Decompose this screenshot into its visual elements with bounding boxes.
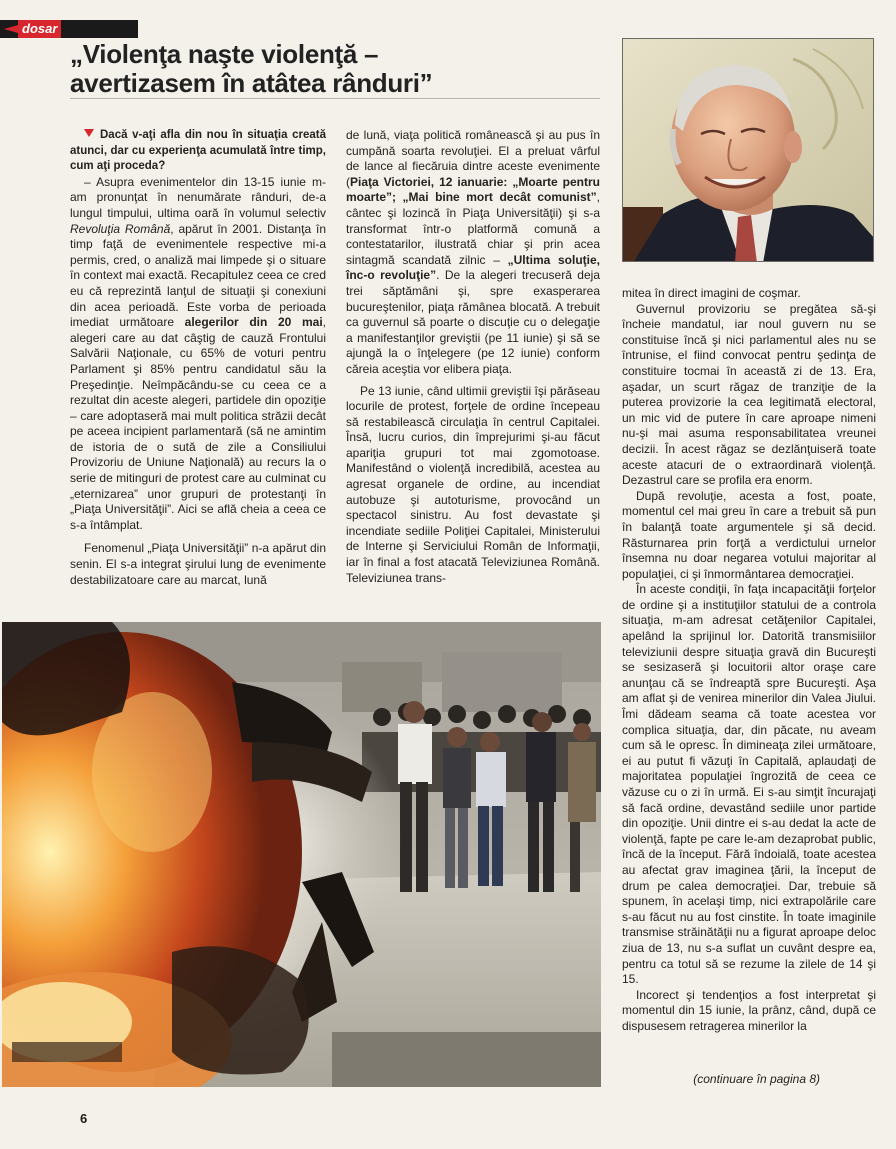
column3-paragraph-3: În aceste condiţii, în faţa incapacităţii forţelor de ordine şi a instituţiilor statului de a controla situaţia, m-am adresat cetăţenilor Capitalei, apelând la sprijinul lor. Datorită transmisiilor televiziunii despre situaţia gravă din Bucureşti se sesizaseră şi locuitorii altor oraşe care anunţau că se îndreaptă spre Bucureşti. Aşa am aflat şi de venirea minerilor din Valea Jiului. Îmi dădeam seama că toate acestea vor complica situaţia, dar, din păcate, nu aveam cum să le opresc. În dimineaţa zilei următoare, ei au putut fi văzuţi în Capitală, aplaudaţi de majoritatea populaţiei îngrozită de ceea ce văzuse cu o zi în urmă. Ei s-au simţit încurajaţi să facă ordine, devastând sediile unor partide din opoziţie. Unii dintre ei s-au dedat la acte de violenţă, fapte pe care le-am dezaprobat public, încă de la început. Fără îndoială, toate acestea au afectat grav imaginea ţării, la început de drum pe calea democraţiei. Dar, trebuie să spunem, în acelaşi timp, nici extrapolările care s-au făcut nu au fost cinstite. În toate imaginile transmise străinătăţii nu a figurat aproape deloc ziua de 13, nu s-a suflat un cuvânt despre ea, pentru ca totul să se rezume la zilele de 14 şi 15. bbox=[622, 582, 876, 987]
article-headline bbox=[70, 40, 600, 98]
headline-line-2: avertizasem în atâtea rânduri” bbox=[70, 68, 433, 98]
interview-question bbox=[70, 128, 326, 175]
text-column-1 bbox=[70, 128, 326, 588]
c2-p1-part-c: . De la alegeri trecuseră deja trei săptămâni şi, spre exasperarea bucureştenilor, piaţa rămânea blocată. A trebuit ca guvernul să poarte o discuţie cu o delegaţie a manifestanţilor greviştii (pe 11 iunie) şi să se ajungă la o înţelegere (pe 12 iunie) conform căreia aceştia vor elibera piaţa. bbox=[346, 268, 600, 376]
book-title: Revoluţia Română bbox=[70, 221, 171, 236]
question-text: Dacă v-aţi afla din nou în situaţia creată atunci, dar cu experienţa acumulată între timp, cum aţi proceda? bbox=[70, 129, 326, 173]
headline-divider bbox=[70, 98, 600, 99]
column1-paragraph-1 bbox=[70, 175, 326, 534]
portrait-illustration bbox=[623, 39, 874, 262]
c1-p1-emphasis: alegerilor din 20 mai bbox=[184, 315, 323, 330]
c1-p1-part-a: – Asupra evenimentelor din 13-15 iunie m-am pronunţat în nenumărate rânduri, de-a lungul timpului, ultima oară în volumul selectiv bbox=[70, 174, 326, 220]
headline-line-1: „Violenţa naşte violenţă – bbox=[70, 39, 379, 69]
column2-paragraph-2: Pe 13 iunie, când ultimii greviştii îşi părăseau locurile de protest, forţele de ordine începeau să restabilească circulaţia în centrul Capitalei. Însă, lucru curios, din împrejurimi şi-au făcut apariţia grupuri tot mai zgomotoase. Manifestând o violenţă incredibilă, acestea au agresat organele de ordine, au incendiat autobuze şi autoturisme, provocând un spectacol sinistru. Au fost devastate şi incendiate sediile Poliţiei Capitalei, Ministerului de Interne şi Serviciului Român de Informaţii, iar în final a fost atacată Televiziunea Română. Televiziunea trans- bbox=[346, 383, 600, 585]
continuation-note: (continuare în pagina 8) bbox=[693, 1072, 820, 1086]
text-column-3 bbox=[622, 286, 876, 1035]
column3-paragraph-0: mitea în direct imagini de coşmar. bbox=[622, 286, 801, 300]
c2-p1-emphasis-2: „Ultima soluţie, înc-o revoluţie” bbox=[346, 252, 601, 283]
column3-paragraph-1: Guvernul provizoriu se pregătea să-şi încheie mandatul, iar noul guvern nu se constituise încă şi nici parlamentul ales nu se întrunise, el fiind convocat pentru şedinţa de constituire tocmai în această zi de 13. Era, aşadar, un scurt răgaz de tranziţie de la puterea provizorie la cea legitimată electoral, un mic vid de putere în care aproape nimeni nu-şi mai asuma responsabilitatea vreunei decizii. În acest răgaz se dezlănţuiseră toate aceste atacuri de o extraordinară violenţă. Dezastrul care se profila era enorm. bbox=[622, 301, 876, 488]
question-marker-icon bbox=[84, 129, 94, 137]
c1-p1-part-c: , alegeri care au dat câştig de cauză Frontului Salvării Naţionale, cu 65% de voturi pentru Parlament şi 85% pentru candidatul său la Preşedinţie. Neîmpăcându-se cu ceea ce a rezultat din aceste alegeri, partidele din opoziţie – care adoptaseră mai mult politica străzii decât pe aceea incipient parlamentară (să ne amintim de istoria de o sută de zile a Consiliului Provizoriu de Uniune Naţională) au recurs la o serie de mitinguri de protest care au culminat cu „eternizarea” unor grupuri de protestanţi în „Piaţa Universităţii”. Aici se află cheia a ceea ce s-a întâmplat. bbox=[70, 315, 326, 532]
c2-p1-part-a: de lună, viaţa politică românească şi au pus în cumpănă soarta revoluţiei. El a preluat vârful de lance al fiecăruia dintre aceste evenimente ( bbox=[346, 128, 600, 189]
column1-paragraph-2: Fenomenul „Piaţa Universităţii” n-a apărut din senin. El s-a integrat şirului lung de evenimente destabilizatoare care au marcat, lună bbox=[70, 541, 326, 587]
column2-paragraph-1 bbox=[346, 128, 600, 378]
section-tag bbox=[0, 20, 138, 38]
section-arrow-icon bbox=[4, 25, 18, 33]
c2-p1-emphasis-1: Piaţa Victoriei, 12 ianuarie: „Moarte pentru moarte”; „Mai bine mort decât comunist” bbox=[346, 174, 600, 205]
column3-paragraph-4: Incorect şi tendenţios a fost interpretat şi momentul din 15 iunie, la prânz, când, după ce dispusesem retragerea minerilor la bbox=[622, 987, 876, 1033]
text-column-2 bbox=[346, 128, 600, 586]
riot-illustration bbox=[2, 622, 601, 1087]
section-label: dosar bbox=[18, 20, 61, 38]
page-number: 6 bbox=[80, 1111, 88, 1126]
c2-p1-part-b: , cântec şi lozincă în Piaţa Universităţii) şi s-a transformat într-o platformă comună a contestatarilor, ilustrată chiar şi prin acea sintagmă scandată zilnic – bbox=[346, 190, 600, 267]
riot-photo bbox=[2, 622, 601, 1087]
column3-paragraph-2: După revoluţie, acesta a fost, poate, momentul cel mai greu în care a trebuit să pun în balanţă toate argumentele şi să decid. Răsturnarea prin forţă a verdictului urnelor însemna nu doar negarea votului majoritar al populaţiei, ci şi înmormântarea democraţiei. bbox=[622, 488, 876, 581]
c1-p1-part-b: , apărut în 2001. Distanţa în timp faţă de evenimentele respective mi-a permis, cred, o analiză mai limpede şi o situare în context mai exactă. Recapitulez ceea ce cred eu că reprezintă lanţul de situaţii şi conexiuni din acea perioadă. Este vorba de perioada imediat următoare bbox=[70, 221, 326, 330]
portrait-photo bbox=[622, 38, 874, 262]
